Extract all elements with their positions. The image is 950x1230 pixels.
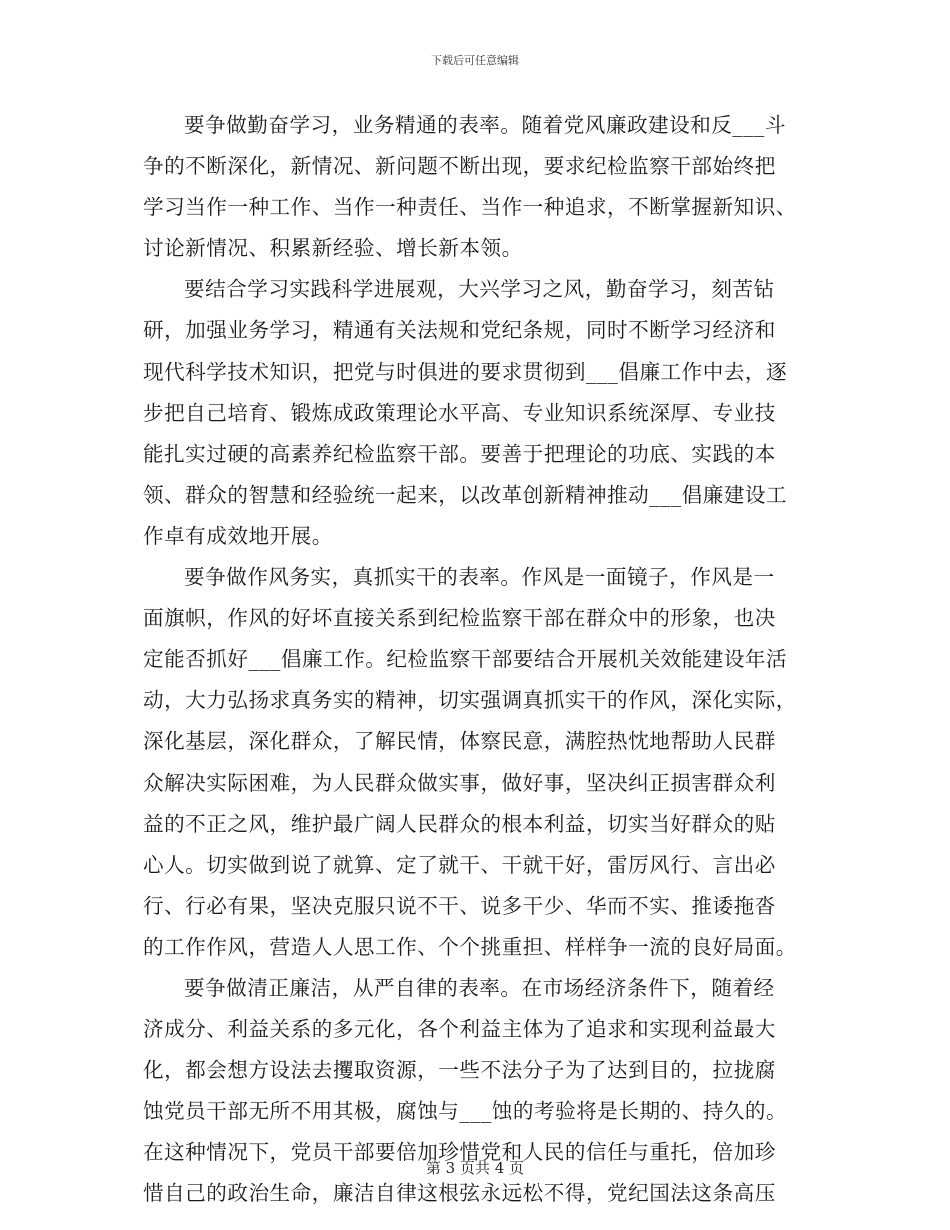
document-body	[143, 105, 811, 1215]
text-line: 能扎实过硬的高素养纪检监察干部。要善于把理论的功底、实践的本	[143, 441, 776, 466]
text-line: 研，加强业务学习，精通有关法规和党纪条规，同时不断学习经济和	[143, 318, 776, 343]
text-line: 在这种情况下，党员干部要倍加珍惜党和人民的信任与重托，倍加珍	[143, 1140, 776, 1165]
text-line: 要争做作风务实，真抓实干的表率。作风是一面镜子，作风是一	[184, 565, 775, 590]
text-line: 的工作作风，营造人人思工作、个个挑重担、样样争一流的良好局面。	[143, 934, 797, 959]
paragraph	[143, 557, 811, 968]
text-line: 益的不正之风，维护最广阔人民群众的根本利益，切实当好群众的贴	[143, 811, 776, 836]
text-line: 要争做清正廉洁，从严自律的表率。在市场经济条件下，随着经	[184, 975, 775, 1000]
text-line: 心人。切实做到说了就算、定了就干、干就干好，雷厉风行、言出必	[143, 852, 776, 877]
text-line: 要结合学习实践科学进展观，大兴学习之风，勤奋学习，刻苦钻	[184, 277, 775, 302]
text-line: 步把自己培育、锻炼成政策理论水平高、专业知识系统深厚、专业技	[143, 400, 776, 425]
text-line: 要争做勤奋学习，业务精通的表率。随着党风廉政建设和反___斗	[184, 113, 786, 137]
text-line: 行、行必有果，坚决克服只说不干、说多干少、华而不实、推诿拖沓	[143, 893, 776, 918]
text-line: 济成分、利益关系的多元化，各个利益主体为了追求和实现利益最大	[143, 1017, 776, 1042]
text-line: 作卓有成效地开展。	[143, 523, 333, 548]
text-line: 动，大力弘扬求真务实的精神，切实强调真抓实干的作风，深化实际，	[143, 688, 797, 713]
text-line: 化，都会想方设法去攫取资源，一些不法分子为了达到目的，拉拢腐	[143, 1058, 776, 1083]
paragraph	[143, 269, 811, 557]
text-line: 定能否抓好___倡廉工作。纪检监察干部要结合开展机关效能建设年活	[143, 647, 788, 672]
text-line: 众解决实际困难，为人民群众做实事，做好事，坚决纠正损害群众利	[143, 770, 776, 795]
text-line: 学习当作一种工作、当作一种责任、当作一种追求，不断掌握新知识、	[143, 195, 797, 220]
text-line: 深化基层，深化群众，了解民情，体察民意，满腔热忱地帮助人民群	[143, 729, 776, 754]
page-header: 下载后可任意编辑	[431, 54, 519, 67]
text-line: 现代科学技术知识，把党与时俱进的要求贯彻到___倡廉工作中去，逐	[143, 359, 788, 384]
text-line: 惜自己的政治生命，廉洁自律这根弦永远松不得，党纪国法这条高压	[143, 1181, 776, 1206]
text-line: 领、群众的智慧和经验统一起来，以改革创新精神推动___倡廉建设工	[143, 482, 788, 507]
text-line: 蚀党员干部无所不用其极，腐蚀与___蚀的考验将是长期的、持久的。	[143, 1099, 788, 1124]
paragraph	[143, 105, 811, 269]
text-line: 讨论新情况、积累新经验、增长新本领。	[143, 236, 523, 261]
page-footer: 第 3 页共 4 页	[425, 1159, 525, 1177]
text-line: 争的不断深化，新情况、新问题不断出现，要求纪检监察干部始终把	[143, 154, 776, 179]
text-line: 面旗帜，作风的好坏直接关系到纪检监察干部在群众中的形象，也决	[143, 606, 776, 631]
